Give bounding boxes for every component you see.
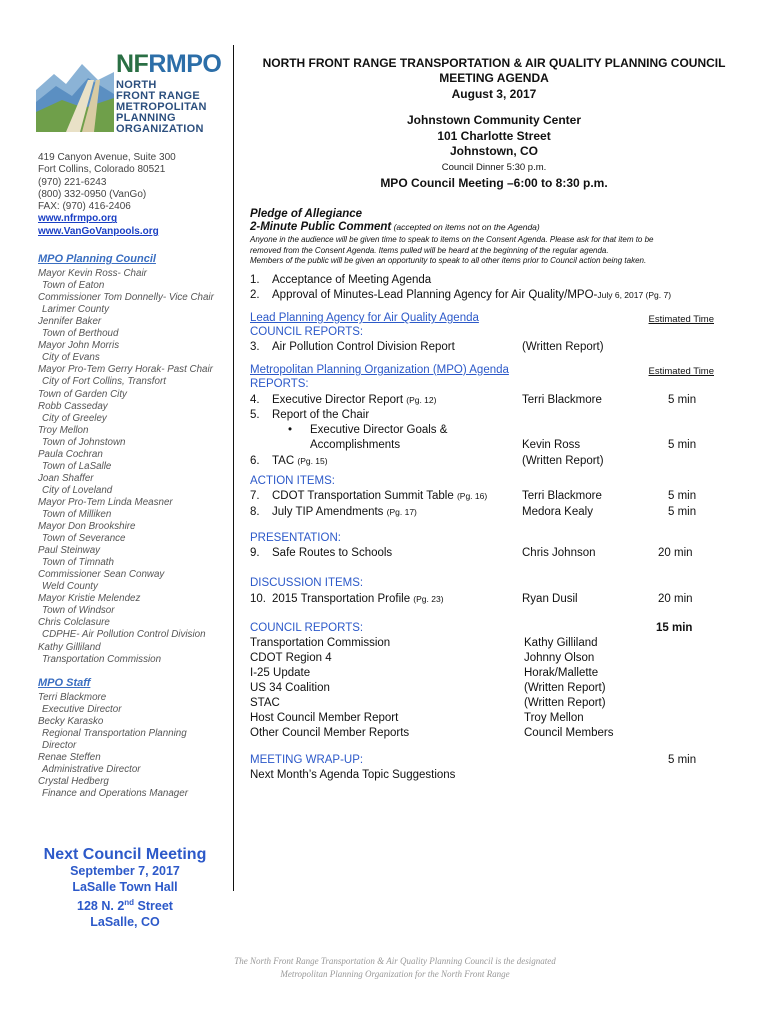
wrap-up-item: Next Month’s Agenda Topic Suggestions xyxy=(250,769,456,781)
item-7-presenter: Terri Blackmore xyxy=(522,490,602,502)
venue-street: 101 Charlotte Street xyxy=(437,128,551,143)
item-8-presenter: Medora Kealy xyxy=(522,506,593,518)
roster-line: Terri Blackmore xyxy=(38,692,107,704)
item-10-presenter: Ryan Dusil xyxy=(522,593,578,605)
phone-line: (800) 332-0950 (VanGo) xyxy=(38,188,147,200)
agenda-title: MEETING AGENDA xyxy=(439,71,549,86)
item-4-time: 5 min xyxy=(668,394,697,406)
council-report-item: CDOT Region 4 xyxy=(250,652,332,664)
agenda-item-7: 7. CDOT Transportation Summit Table (Pg. 16) xyxy=(250,490,488,502)
agenda-item-5-bullet-cont: Accomplishments xyxy=(310,439,401,451)
reports-subheading: REPORTS: xyxy=(250,378,309,390)
planning-council-list xyxy=(38,253,238,666)
roster-line: Renae Steffen xyxy=(38,752,101,764)
next-meeting-date: September 7, 2017 xyxy=(70,864,180,878)
roster-line: Paul Steinway xyxy=(38,545,101,557)
wrap-up-heading: MEETING WRAP-UP: xyxy=(250,754,364,766)
next-meeting-place: LaSalle Town Hall xyxy=(72,879,178,894)
next-meeting-city: LaSalle, CO xyxy=(90,914,160,929)
roster-line: Mayor Don Brookshire xyxy=(38,521,136,533)
wrap-up-time: 5 min xyxy=(668,754,697,766)
item-5-time: 5 min xyxy=(668,439,697,451)
roster-line: Town of Milliken xyxy=(42,508,112,520)
venue-city: Johnstown, CO xyxy=(450,144,538,159)
meeting-time: MPO Council Meeting –6:00 to 8:30 p.m. xyxy=(380,176,608,190)
roster-line: Executive Director xyxy=(42,704,122,716)
roster-line: CDPHE- Air Pollution Control Division xyxy=(42,629,206,641)
item-9-presenter: Chris Johnson xyxy=(522,547,596,559)
council-heading: MPO Planning Council xyxy=(38,253,156,265)
logo-rmpo-text: RMPO xyxy=(148,50,222,78)
phone-line: (970) 221-6243 xyxy=(38,176,107,188)
council-report-item: Transportation Commission xyxy=(250,637,391,649)
roster-line: Director xyxy=(42,740,77,752)
roster-line: City of Evans xyxy=(42,352,100,364)
agenda-header xyxy=(240,56,748,102)
council-report-presenter: Horak/Mallette xyxy=(524,667,599,679)
address-line: Fort Collins, Colorado 80521 xyxy=(38,164,166,176)
roster-line: Weld County xyxy=(42,581,98,593)
item-8-time: 5 min xyxy=(668,506,697,518)
staff-heading: MPO Staff xyxy=(38,677,91,689)
lead-agency-heading: Lead Planning Agency for Air Quality Agenda xyxy=(250,312,479,324)
roster-line: Regional Transportation Planning xyxy=(42,728,187,740)
agenda-date: August 3, 2017 xyxy=(451,86,537,101)
roster-line: City of Greeley xyxy=(42,412,107,424)
item-5-presenter: Kevin Ross xyxy=(522,439,581,451)
roster-line: Mayor John Morris xyxy=(38,340,120,352)
vango-website-link[interactable]: www.VanGoVanpools.org xyxy=(38,225,159,237)
roster-line: Commissioner Tom Donnelly- Vice Chair xyxy=(38,292,214,304)
council-reports-time: 15 min xyxy=(656,622,693,634)
council-report-presenter: Troy Mellon xyxy=(524,712,584,724)
council-reports-heading: COUNCIL REPORTS: xyxy=(250,622,364,634)
item-6-presenter: (Written Report) xyxy=(522,455,604,467)
roster-line: Becky Karasko xyxy=(38,716,104,728)
council-title: NORTH FRONT RANGE TRANSPORTATION & AIR QUALITY PLANNING COUNCIL xyxy=(262,56,726,70)
logo-subtitle xyxy=(116,80,207,135)
roster-line: Town of Garden City xyxy=(38,388,127,400)
item-4-presenter: Terri Blackmore xyxy=(522,394,602,406)
roster-line: Town of Severance xyxy=(42,533,126,545)
council-report-presenter: Kathy Gilliland xyxy=(524,637,598,649)
roster-line: Commissioner Sean Conway xyxy=(38,569,165,581)
nfrmpo-logo xyxy=(36,50,222,135)
logo-line: ORGANIZATION xyxy=(116,123,204,135)
logo-line: PLANNING xyxy=(116,112,176,124)
agenda-item-3: 3. Air Pollution Control Division Report xyxy=(250,341,455,353)
logo-line: NORTH xyxy=(116,79,157,91)
mpo-agenda-heading: Metropolitan Planning Organization (MPO) Agenda xyxy=(250,364,509,376)
agenda-item-9: 9. Safe Routes to Schools xyxy=(250,547,393,559)
footer-note: The North Front Range Transportation & Air Quality Planning Council is the designated Metropolitan Planning Organization for the North Front Range xyxy=(234,956,556,979)
council-report-presenter: Council Members xyxy=(524,727,614,739)
roster-line: Town of Windsor xyxy=(42,605,115,617)
roster-line: City of Loveland xyxy=(42,484,113,496)
fax-line: FAX: (970) 416-2406 xyxy=(38,201,131,213)
roster-line: Town of Eaton xyxy=(42,280,105,292)
agenda-item-4: 4. Executive Director Report (Pg. 12) xyxy=(250,394,437,406)
item-3-presenter: (Written Report) xyxy=(522,341,604,353)
item-10-time: 20 min xyxy=(658,593,693,605)
roster-line: Mayor Pro-Tem Gerry Horak- Past Chair xyxy=(38,364,213,376)
dinner-time: Council Dinner 5:30 p.m. xyxy=(441,162,547,173)
agenda-item-6: 6. TAC (Pg. 15) xyxy=(250,455,328,467)
council-report-presenter: (Written Report) xyxy=(524,697,606,709)
roster-line: Town of Timnath xyxy=(42,557,114,569)
item-7-time: 5 min xyxy=(668,490,697,502)
pledge-of-allegiance: Pledge of Allegiance xyxy=(250,208,363,220)
logo-nf-text: NF xyxy=(116,50,149,78)
venue-name: Johnstown Community Center xyxy=(406,113,581,127)
estimated-time-label: Estimated Time xyxy=(648,314,714,325)
contact-address xyxy=(38,152,176,238)
consent-item-2: 2. Approval of Minutes-Lead Planning Agency for Air Quality/MPO-July 6, 2017 (Pg. 7) xyxy=(250,289,672,301)
council-reports-subheading: COUNCIL REPORTS: xyxy=(250,326,364,338)
consent-item-1: 1. Acceptance of Meeting Agenda xyxy=(250,274,432,286)
column-divider xyxy=(233,45,234,891)
roster-line: Finance and Operations Manager xyxy=(42,788,188,800)
staff-list xyxy=(38,677,238,800)
roster-line: Town of LaSalle xyxy=(42,460,112,472)
council-report-item: US 34 Coalition xyxy=(250,682,330,694)
roster-line: Mayor Pro-Tem Linda Measner xyxy=(38,496,173,508)
roster-line: Transportation Commission xyxy=(42,653,162,665)
council-report-presenter: (Written Report) xyxy=(524,682,606,694)
roster-line: Crystal Hedberg xyxy=(38,776,109,788)
next-meeting-street: 128 N. 2nd Street xyxy=(77,898,173,914)
nfrmpo-website-link[interactable]: www.nfrmpo.org xyxy=(38,213,118,225)
logo-line: METROPOLITAN xyxy=(116,101,207,113)
agenda-item-10: 10. 2015 Transportation Profile (Pg. 23) xyxy=(250,593,444,605)
roster-line: Paula Cochran xyxy=(38,448,103,460)
mountain-logo-icon xyxy=(36,50,114,132)
discussion-heading: DISCUSSION ITEMS: xyxy=(250,577,364,589)
address-line: 419 Canyon Avenue, Suite 300 xyxy=(38,152,176,163)
roster-line: Troy Mellon xyxy=(38,424,89,436)
roster-line: Larimer County xyxy=(42,304,109,316)
roster-line: Town of Berthoud xyxy=(42,328,119,340)
agenda-item-5: 5. Report of the Chair xyxy=(250,409,370,421)
roster-line: Town of Johnstown xyxy=(42,436,126,448)
agenda-item-5-bullet: • Executive Director Goals & xyxy=(288,424,448,436)
council-report-item: Host Council Member Report xyxy=(250,712,399,724)
venue xyxy=(240,113,748,160)
council-report-item: STAC xyxy=(250,697,280,709)
council-report-item: Other Council Member Reports xyxy=(250,727,410,739)
roster-line: Jennifer Baker xyxy=(38,316,102,328)
roster-line: Chris Colclasure xyxy=(38,617,110,629)
estimated-time-label: Estimated Time xyxy=(648,366,714,377)
item-9-time: 20 min xyxy=(658,547,693,559)
logo-line: FRONT RANGE xyxy=(116,90,200,102)
roster-line: City of Fort Collins, Transfort xyxy=(42,376,166,388)
council-report-item: I-25 Update xyxy=(250,667,311,679)
public-comment-text: Anyone in the audience will be given time to speak to items on the Consent Agenda. Please ask for that item to be removed from the Consent Agenda. Items pulled will be heard at the beginning of the regular agenda. Members of the public will be given an opportunity to speak to all other items prior to Council action being taken. xyxy=(250,235,654,265)
next-meeting-title: Next Council Meeting xyxy=(43,846,207,863)
roster-line: Mayor Kevin Ross- Chair xyxy=(38,268,147,280)
presentation-heading: PRESENTATION: xyxy=(250,532,341,544)
roster-line: Administrative Director xyxy=(42,764,141,776)
roster-line: Mayor Kristie Melendez xyxy=(38,593,141,605)
public-comment-title: 2-Minute Public Comment (accepted on items not on the Agenda) xyxy=(250,221,540,233)
next-council-meeting xyxy=(40,846,210,930)
roster-line: Joan Shaffer xyxy=(38,472,94,484)
council-report-presenter: Johnny Olson xyxy=(524,652,595,664)
agenda-item-8: 8. July TIP Amendments (Pg. 17) xyxy=(250,506,417,518)
roster-line: Kathy Gilliland xyxy=(38,641,101,653)
action-items-heading: ACTION ITEMS: xyxy=(250,475,335,487)
roster-line: Robb Casseday xyxy=(38,400,108,412)
